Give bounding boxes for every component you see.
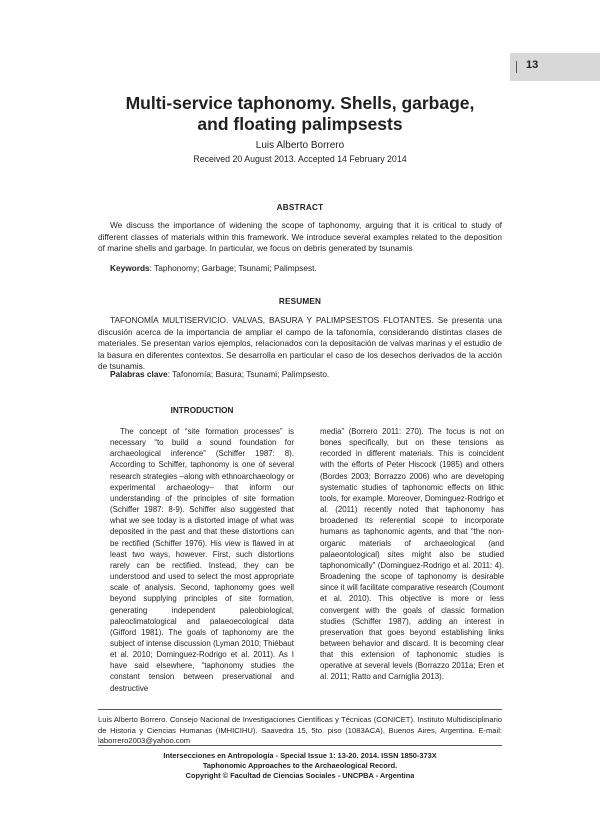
journal-rule <box>98 745 502 746</box>
footnote-rule <box>98 709 502 710</box>
introduction-left-column: The concept of “site formation processes” is necessary “to build a sound foundation for archaeological inference” (Schiffer 1987: 8). According to Schiffer, taphonomy is one of several research strategies –along with ethnoarchaeology or experimental archaeology– that inform our understanding of the principles of site formation (Schiffer 1987: 8-9). Schiffer also suggested that what we see today is a distorted image of what was deposited in the past and that these distortions can be rectified (Schiffer 1976). His view is flawed in at least two ways, however. First, such distortions rarely can be rectified. Instead, they can be understood and used to select the most appropriate scale of analysis. Second, taphonomy goes well beyond supplying principles of site formation, generating independent paleobiological, paleoclimatological and palaeoecological data (Gifford 1981). The goals of taphonomy are the subject of intense discussion (Lyman 2010; Thiébaut et al. 2010; Dominguez-Rodrigo et al. 2011). As I have said elsewhere, “taphonomy studies the constant tension between preservational and destructive <box>110 427 294 693</box>
title-line-1: Multi-service taphonomy. Shells, garbage, <box>125 93 475 113</box>
title-line-2: and floating palimpsests <box>197 114 403 134</box>
page-number-tab <box>510 53 600 81</box>
abstract-keywords <box>110 263 500 273</box>
author-name: Luis Alberto Borrero <box>255 140 345 151</box>
author-affiliation-footnote: Luis Alberto Borrero. Consejo Nacional de Investigaciones Científicas y Técnicas (CONICET). Instituto Multidisciplinario de Historia y Ciencias Humanas (IMHICIHU). Saavedra 15, 5to. piso (1083ACA), Buenos Aires, Argentina. E-mail: laborrero2003@yahoo.com <box>98 715 502 745</box>
tab-divider <box>516 61 517 73</box>
abstract-heading: ABSTRACT <box>276 203 324 212</box>
received-dates: Received 20 August 2013. Accepted 14 February 2014 <box>193 154 407 164</box>
journal-citation: Intersecciones en Antropología - Special Issue 1: 13-20. 2014. ISSN 1850-373X <box>163 751 437 760</box>
keywords-list: : Taphonomy; Garbage; Tsunami; Palimpsest. <box>149 263 317 273</box>
resumen-text: TAFONOMÍA MULTISERVICIO. VALVAS, BASURA Y PALIMPSESTOS FLOTANTES. Se presenta una discusión acerca de la importancia de ampliar el campo de la tafonomía, considerando distintas clases de materiales. Se presentan varios ejemplos, relacionados con la depositación de valvas marinas y el estudio de la basura en diferentes contextos. Se desarrolla en particular el caso de los desechos derivados de la acción de tsunamis. <box>98 315 502 371</box>
article-title <box>60 93 540 135</box>
keywords-label: Keywords <box>110 263 150 273</box>
introduction-right-column: media” (Borrero 2011: 270). The focus is not on bones specifically, but on these tensions as recorded in different materials. This is coincident with the efforts of Peter Hiscock (1985) and others (Bordes 2003; Borrazzo 2006) who are developing systematic studies of taphonomic effects on lithic tools, for example. Moreover, Dominguez-Rodrigo et al. (2011) recently noted that taphonomy has broadened its referential scope to incorporate humans as taphonomic agents, and that “the non-organic materials of archaeological (and palaeontological) sites might also be studied taphonomically” (Dominguez-Rodrigo et al. 2011: 4). Broadening the scope of taphonomy is desirable since it will facilitate comparative research (Coumont et al. 2010). This objective is more or less convergent with the goals of classic formation studies (Schiffer 1987), adding an interest in preservation that goes beyond establishing links between behavior and discard. It is becoming clear that this extension of taphonomic studies is operative at several levels (Borrazzo 2011a; Eren et al. 2011; Ratto and Carniglia 2013). <box>320 427 504 682</box>
introduction-heading: INTRODUCTION <box>170 406 234 415</box>
journal-copyright: Copyright © Facultad de Ciencias Sociales - UNCPBA - Argentina <box>185 771 415 780</box>
journal-info <box>0 751 600 781</box>
palabras-clave-list: : Tafonomía; Basura; Tsunami; Palimpsesto. <box>167 369 330 379</box>
abstract-text: We discuss the importance of widening the scope of taphonomy, arguing that it is critical to study of different classes of materials within this framework. We introduce several examples related to the deposition of marine shells and garbage. In particular, we focus on debris generated by tsunamis <box>98 220 502 253</box>
resumen-heading: RESUMEN <box>278 297 322 306</box>
resumen-keywords <box>110 369 500 379</box>
palabras-clave-label: Palabras clave <box>110 369 168 379</box>
journal-issue-title: Taphonomic Approaches to the Archaeological Record. <box>202 761 398 770</box>
page-number: 13 <box>526 59 539 71</box>
